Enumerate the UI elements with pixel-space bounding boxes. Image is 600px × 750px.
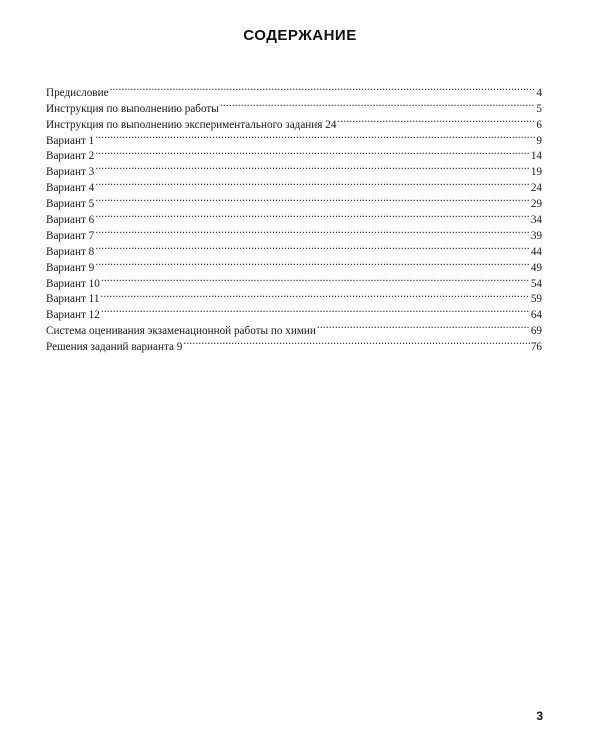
toc-dot-leader — [101, 302, 530, 318]
toc-dot-leader — [110, 80, 536, 96]
toc-entry-label: Вариант 2 — [46, 150, 95, 163]
toc-entry-page: 14 — [530, 150, 542, 163]
toc-entry-grading-system[interactable] — [46, 318, 542, 338]
toc-entry-label: Вариант 9 — [46, 261, 95, 274]
toc-entry-variant-1[interactable] — [46, 128, 542, 147]
toc-dot-leader — [101, 271, 530, 287]
toc-entry-page: 49 — [530, 261, 542, 274]
toc-entry-variant-3[interactable] — [46, 159, 542, 179]
page-number: 3 — [536, 709, 543, 723]
toc-entry-page: 44 — [530, 245, 542, 258]
toc-entry-page: 19 — [530, 166, 542, 179]
toc-entry-label: Инструкция по выполнению работы — [46, 102, 219, 115]
toc-entry-page: 5 — [536, 102, 542, 115]
toc-entry-variant-6[interactable] — [46, 207, 542, 227]
toc-entry-instructions[interactable] — [46, 96, 542, 115]
toc-dot-leader — [95, 144, 530, 160]
toc-entry-page: 64 — [530, 309, 542, 322]
toc-dot-leader — [100, 287, 529, 303]
toc-entry-preface[interactable] — [46, 80, 542, 99]
toc-entry-variant-12[interactable] — [46, 302, 542, 322]
toc-entry-label: Вариант 4 — [46, 182, 95, 195]
toc-entry-label: Вариант 12 — [46, 309, 100, 322]
toc-dot-leader — [95, 175, 530, 191]
toc-dot-leader — [95, 223, 530, 239]
toc-entry-page: 34 — [530, 214, 542, 227]
toc-entry-variant-4[interactable] — [46, 175, 542, 195]
toc-dot-leader — [95, 207, 530, 223]
toc-entry-page: 76 — [530, 341, 542, 354]
toc-entry-page: 69 — [530, 325, 542, 338]
toc-entry-label: Инструкция по выполнению экспериментального задания 24 — [46, 118, 337, 131]
toc-dot-leader — [95, 239, 530, 255]
toc-entry-label: Вариант 3 — [46, 166, 95, 179]
toc-entry-variant-10[interactable] — [46, 271, 542, 290]
toc-dot-leader — [317, 318, 530, 334]
toc-entry-page: 29 — [530, 198, 542, 211]
table-of-contents — [46, 80, 542, 354]
toc-dot-leader — [95, 191, 530, 207]
toc-dot-leader — [183, 334, 529, 350]
toc-entry-variant-5[interactable] — [46, 191, 542, 211]
toc-entry-variant-2[interactable] — [46, 144, 542, 163]
toc-entry-variant-9[interactable] — [46, 255, 542, 274]
toc-dot-leader — [95, 128, 535, 144]
toc-entry-variant-7[interactable] — [46, 223, 542, 242]
toc-entry-label: Решения заданий варианта 9 — [46, 341, 183, 354]
toc-entry-label: Вариант 5 — [46, 198, 95, 211]
toc-entry-page: 59 — [530, 293, 542, 306]
toc-entry-label: Вариант 1 — [46, 134, 95, 147]
toc-dot-leader — [95, 255, 530, 271]
toc-entry-label: Вариант 10 — [46, 277, 100, 290]
toc-entry-page: 9 — [536, 134, 542, 147]
toc-dot-leader — [95, 159, 530, 175]
toc-dot-leader — [337, 112, 535, 128]
toc-entry-label: Система оценивания экзаменационной работы по химии — [46, 325, 316, 338]
toc-entry-label: Вариант 6 — [46, 214, 95, 227]
toc-entry-label: Вариант 11 — [46, 293, 100, 306]
toc-entry-page: 39 — [530, 229, 542, 242]
page-title: СОДЕРЖАНИЕ — [243, 27, 357, 44]
toc-entry-variant-8[interactable] — [46, 239, 542, 258]
toc-entry-page: 4 — [536, 86, 542, 99]
toc-dot-leader — [220, 96, 536, 112]
toc-entry-label: Вариант 7 — [46, 229, 95, 242]
toc-entry-page: 24 — [530, 182, 542, 195]
toc-entry-page: 54 — [530, 277, 542, 290]
toc-entry-variant-11[interactable] — [46, 287, 542, 306]
toc-entry-page: 6 — [536, 118, 542, 131]
toc-entry-label: Предисловие — [46, 86, 109, 99]
toc-entry-label: Вариант 8 — [46, 245, 95, 258]
